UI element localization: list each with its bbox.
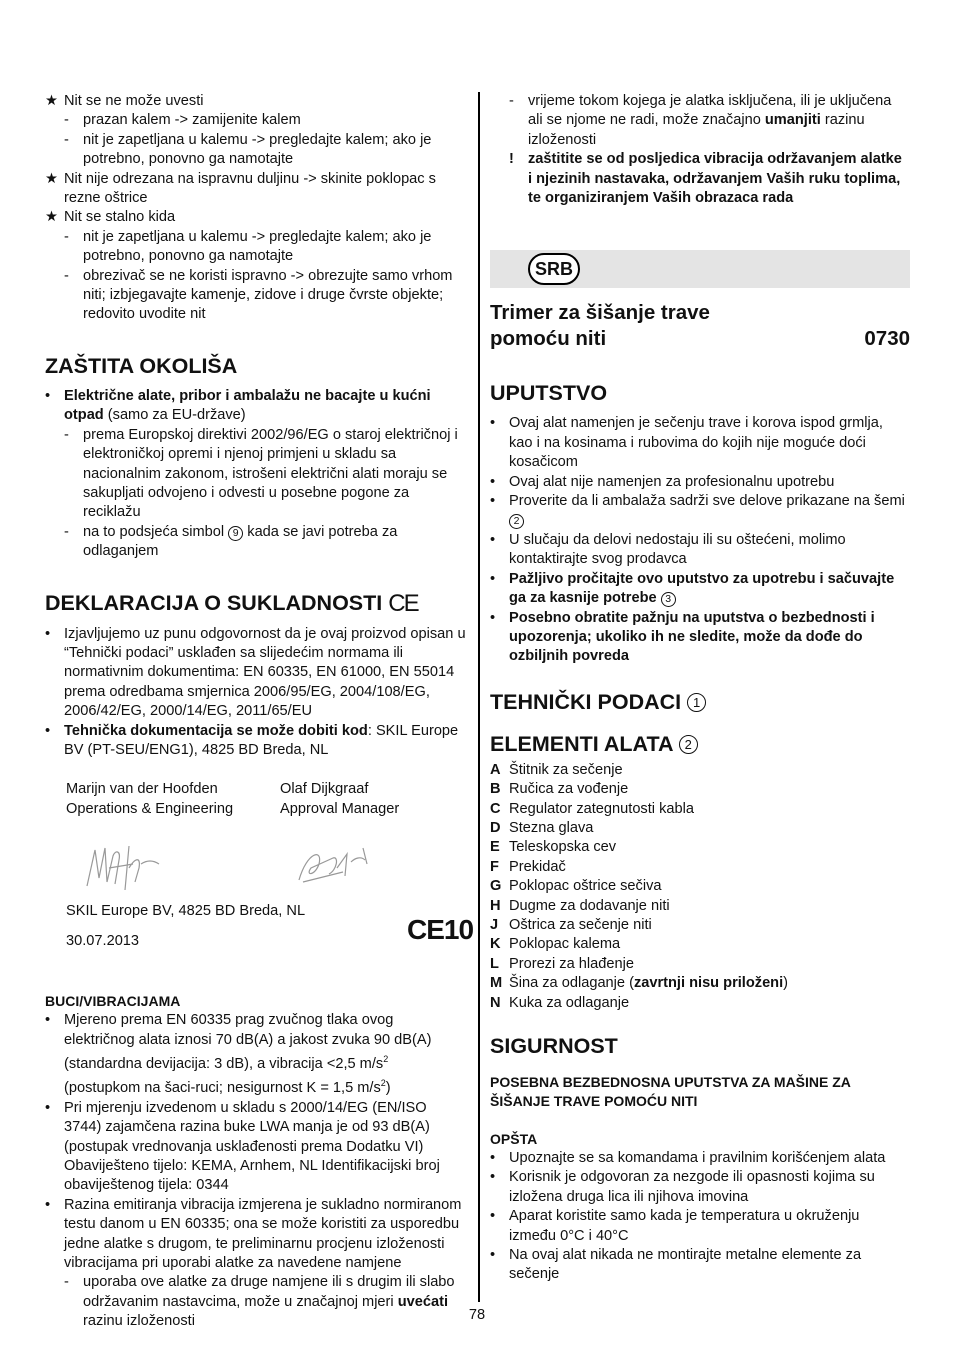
page-number: 78: [468, 1307, 486, 1323]
noise-bullet: • Razina emitiranja vibracija izmjerena je sukladno normiranom testu danom u EN 60335; ona se može koristiti za usporedbu jedne alatke s drugom, te preliminarnu procjenu izloženosti vibracijama pri uporabi alatke za navedene namjene: [45, 1196, 462, 1271]
ref-number-2: 2: [509, 514, 524, 529]
element-item: G Poklopac oštrice sečiva: [490, 878, 662, 895]
signature-2-image: [293, 842, 373, 888]
uputstvo-bullet: • Pažljivo pročitajte ovo uputstvo za upotrebu i sačuvajte ga za kasnije potrebe 3: [490, 570, 895, 607]
general-bullet: • Na ovaj alat nikada ne montirajte metalne elemente za sečenje: [490, 1247, 862, 1283]
product-title: Trimer za šišanje trave pomoću niti 0730: [490, 301, 910, 351]
element-item: F Prekidač: [490, 858, 566, 875]
right-column: [490, 92, 910, 1285]
element-item: D Stezna glava: [490, 819, 594, 836]
signature-block: [45, 780, 474, 976]
declaration-heading: DEKLARACIJA O SUKLADNOSTI CE: [45, 589, 418, 617]
trouble-item: ★ Nit se stalno kida: [45, 209, 176, 226]
trouble-subitem: - obrezivač se ne koristi ispravno -> obrezujte samo vrhom niti; izbjegavajte kamenje, zidove i druge čvrste objekte; redovito uvodite nit: [64, 267, 453, 323]
language-badge: SRB: [528, 253, 580, 285]
element-item: K Poklopac kalema: [490, 936, 621, 953]
noise-bullet: • Pri mjerenju izvedenom u skladu s 2000/14/EG (EN/ISO 3744) zajamčena razina buke LWA manja je od 93 dB(A) (postupak vrednovanja usklađenosti prema Dodatku VI) Obaviješteno tijelo: KEMA, Arnhem, NL Identifikacijski broj obaviještenog tijela: 0344: [45, 1099, 440, 1194]
uputstvo-bullet: • Ovaj alat namenjen je sečenju trave i korova ispod grmlja, kao i na kosinama i rubovima do kojih nije moguće doći kosačicom: [490, 415, 883, 471]
ref-number-9: 9: [228, 526, 243, 541]
company-address: SKIL Europe BV, 4825 BD Breda, NL: [66, 903, 306, 920]
uputstvo-bullet: • Posebno obratite pažnju na uputstva o bezbednosti i upozorenja; ukoliko ih ne sledite, može da dođe do ozbiljnih povreda: [490, 609, 875, 665]
signatory-1: Marijn van der Hoofden Operations & Engineering: [66, 781, 234, 817]
general-bullet: • Aparat koristite samo kada je temperatura u okruženju između 0°C i 40°C: [490, 1208, 860, 1244]
element-item: B Ručica za vođenje: [490, 781, 629, 798]
signatory-2: Olaf Dijkgraaf Approval Manager: [280, 781, 400, 817]
tech-data-heading: TEHNIČKI PODACI 1: [490, 689, 910, 715]
general-bullet: • Korisnik je odgovoran za nezgode ili opasnosti kojima su izložena druga lica ili njihova imovina: [490, 1169, 875, 1205]
column-divider: [478, 92, 480, 1302]
noise-heading: BUCI/VIBRACIJAMA: [45, 993, 181, 1010]
element-item: J Oštrica za sečenje niti: [490, 916, 652, 933]
trouble-subitem: - prazan kalem -> zamijenite kalem: [64, 112, 301, 129]
ce10-mark: CE10: [407, 914, 474, 946]
declaration-bullet: • Izjavljujemo uz punu odgovornost da je ovaj proizvod opisan u “Tehnički podaci” usklađen sa slijedećim normama ili normativnim dokumentima: EN 60335, EN 61000, EN 55014 prema odredbama smjernica 2006/95/EG, 2004/108/EG, 2006/42/EG, 2000/14/EG, 2011/65/EU: [45, 625, 466, 720]
safety-heading: SIGURNOST: [490, 1034, 618, 1058]
elements-heading: ELEMENTI ALATA 2: [490, 731, 910, 757]
ce-mark: CE: [388, 589, 418, 617]
product-code: 0730: [864, 327, 910, 351]
general-bullet: • Upoznajte se sa komandama i pravilnim korišćenjem alata: [490, 1150, 886, 1166]
environment-bullet: • Električne alate, pribor i ambalažu ne bacajte u kućni otpad (samo za EU-države): [45, 387, 431, 424]
uputstvo-bullet: • Proverite da li ambalaža sadrži sve delove prikazane na šemi 2: [490, 493, 905, 528]
element-item: A Štitnik za sečenje: [490, 761, 623, 778]
declaration-bullet: • Tehnička dokumentacija se može dobiti kod: SKIL Europe BV (PT-SEU/ENG1), 4825 BD Breda, NL: [45, 722, 459, 758]
trouble-subitem: - nit je zapetljana u kalemu -> pregledajte kalem; ako je potrebno, ponovno ga namotajte: [64, 228, 432, 265]
element-item: M Šina za odlaganje (zavrtnji nisu priloženi): [490, 975, 789, 992]
element-item: E Teleskopska cev: [490, 839, 617, 856]
element-item: N Kuka za odlaganje: [490, 994, 630, 1011]
uputstvo-heading: UPUTSTVO: [490, 381, 608, 406]
noise-subitem: - uporaba ove alatke za druge namjene ili s drugim ili slabo održavanim nastavcima, može u značajnoj mjeri uvećati razinu izloženosti: [64, 1274, 455, 1330]
noise-bullet: • Mjereno prema EN 60335 prag zvučnog tlaka ovog električnog alata iznosi 70 dB(A) a jakost zvuka 90 dB(A) (standardna devijacija: 3 dB), a vibracija <2,5 $m/s^2$ (postupkom na šaci-ruci; nesigurnost K = 1,5 $m/s^2$): [45, 1012, 432, 1097]
trouble-subitem: - nit je zapetljana u kalemu -> pregledajte kalem; ako je potrebno, ponovno ga namotajte: [64, 131, 432, 168]
trouble-item: ★ Nit nije odrezana na ispravnu duljinu -> skinite poklopac s rezne oštrice: [45, 170, 436, 207]
element-item: C Regulator zategnutosti kabla: [490, 800, 694, 817]
vibration-warning: ! zaštitite se od posljedica vibracija održavanjem alatke i njezinih nastavaka, održavanjem Vaših ruku toplima, te organiziranjem Vaših obrazaca rada: [509, 151, 902, 207]
element-item: L Prorezi za hlađenje: [490, 955, 634, 972]
uputstvo-bullet: • U slučaju da delovi nedostaju ili su oštećeni, molimo kontaktirajte svog prodavca: [490, 531, 846, 568]
safety-subheading: POSEBNA BEZBEDNOSNA UPUTSTVA ZA MAŠINE ZA ŠIŠANJE TRAVE POMOĆU NITI: [490, 1074, 851, 1109]
trouble-item: ★ Nit se ne može uvesti: [45, 93, 204, 109]
environment-subitem: - prema Europskoj direktivi 2002/96/EG o staroj električnoj i elektroničkoj opremi i njenoj primjeni u skladu sa nacionalnim zakonom, istrošeni električni alati moraju se sakupljati odvojeno i odvesti u posebne pogone za reciklažu: [64, 426, 458, 521]
general-heading: OPŠTA: [490, 1131, 538, 1147]
vibration-subitem: - vrijeme tokom kojega je alatka isključena, ili je uključena ali se njome ne radi, može značajno umanjiti razinu izloženosti: [509, 93, 892, 148]
left-column: [45, 92, 474, 1332]
language-bar: [490, 250, 910, 288]
uputstvo-bullet: • Ovaj alat nije namenjen za profesionalnu upotrebu: [490, 473, 835, 490]
element-item: H Dugme za dodavanje niti: [490, 897, 670, 914]
environment-heading: ZAŠTITA OKOLIŠA: [45, 353, 238, 378]
declaration-date: 30.07.2013: [66, 933, 140, 950]
ref-number-3: 3: [661, 592, 676, 607]
signature-1-image: [81, 838, 163, 898]
environment-subitem: - na to podsjeća simbol 9 kada se javi potreba za odlaganjem: [64, 523, 398, 560]
